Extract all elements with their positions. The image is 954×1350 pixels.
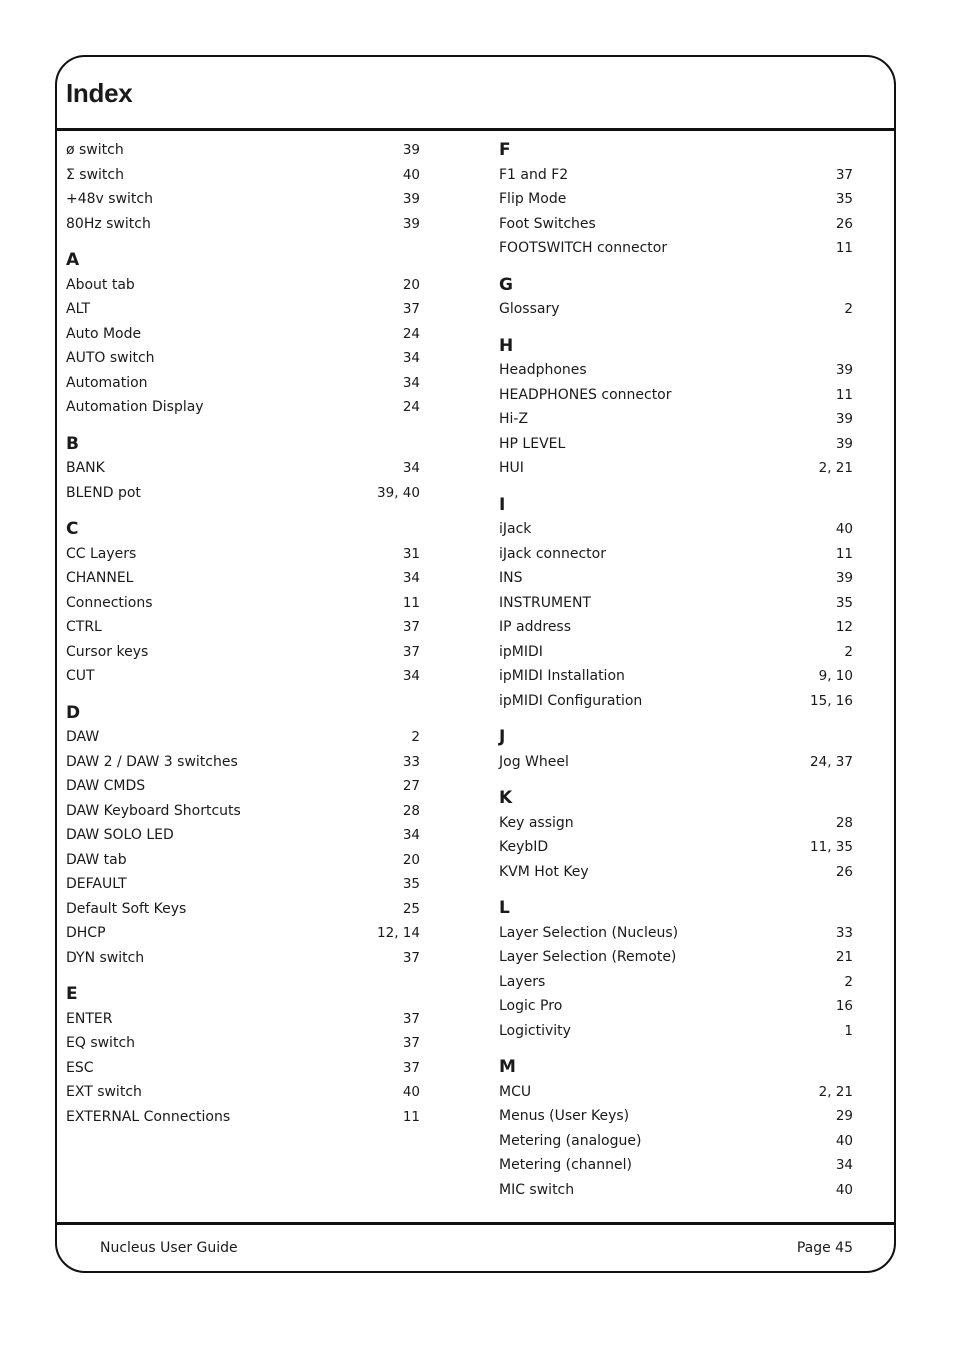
page-title: Index [66,78,133,108]
index-entry [66,395,420,420]
index-entry [66,823,420,848]
index-term: EXT switch [66,1084,142,1100]
index-entry [66,1105,420,1130]
index-page-ref: 35 [402,876,420,892]
index-entry [499,187,853,212]
index-entry [499,1080,853,1105]
index-entry [66,273,420,298]
index-term: CUT [66,668,95,684]
index-entry [499,236,853,261]
index-section [66,248,420,420]
index-term: iJack [499,521,532,537]
index-page-ref: 39, 40 [377,484,420,501]
index-page-ref: 39 [835,411,853,427]
index-section [499,786,853,884]
index-section [66,432,420,506]
section-gap [499,261,853,273]
index-entry [499,860,853,885]
index-page-ref: 37 [402,301,420,317]
index-term: Menus (User Keys) [499,1108,630,1124]
index-entry [66,481,420,506]
section-letter: E [66,984,78,1004]
index-entry [499,432,853,457]
index-entry [66,138,420,163]
index-page-ref: 11 [835,386,853,403]
index-page-ref: 26 [835,863,853,880]
index-entry [499,970,853,995]
index-page-ref: 28 [835,814,853,831]
index-page-ref: 40 [835,1132,853,1149]
index-term: DAW tab [66,851,127,868]
index-term: CC Layers [66,545,137,562]
index-page-ref: 28 [402,802,420,819]
section-gap [499,322,853,334]
index-term: ipMIDI Installation [499,668,625,684]
section-letter: B [66,433,79,454]
index-page-ref: 1 [844,1022,853,1039]
index-page-ref: 40 [402,166,420,183]
index-page-ref: 37 [402,619,420,635]
index-page-ref: 40 [835,521,853,537]
index-column-right [499,138,853,1202]
index-entry [499,566,853,591]
index-term: INS [499,570,523,586]
index-page-ref: 37 [402,1010,420,1027]
index-section [66,982,420,1129]
index-term: AUTO switch [66,350,155,366]
index-entry [499,591,853,616]
index-entry [66,946,420,971]
index-term: DAW 2 / DAW 3 switches [66,753,238,770]
index-term: Connections [66,594,153,611]
index-entry [499,994,853,1019]
index-section [66,517,420,689]
index-entry [66,212,420,237]
index-page-ref: 11 [402,1108,420,1125]
index-term: Metering (channel) [499,1157,632,1173]
index-page-ref: 34 [835,1157,853,1173]
index-entry [499,358,853,383]
index-entry [66,897,420,922]
index-page-ref: 39 [402,215,420,232]
index-section [499,725,853,774]
index-page-ref: 35 [835,594,853,611]
index-entry [66,297,420,322]
index-entry [66,1007,420,1032]
index-term: F1 and F2 [499,166,569,183]
index-page-ref: 12 [835,619,853,635]
index-term: KeybID [499,839,549,855]
index-entry [499,383,853,408]
section-letter: D [66,702,81,723]
index-section [499,138,853,261]
index-entry [499,1178,853,1203]
index-entry [499,1153,853,1178]
section-letter: A [66,250,80,270]
index-entry [499,1104,853,1129]
section-gap [66,236,420,248]
index-page-ref: 37 [402,643,420,660]
index-entry [499,664,853,689]
index-page-ref: 27 [402,778,420,794]
index-term: Σ switch [66,166,124,183]
index-page-ref: 15, 16 [810,692,853,709]
index-term: ipMIDI Configuration [499,692,643,709]
index-term: INSTRUMENT [499,594,591,611]
index-term: Flip Mode [499,191,567,207]
index-page-ref: 11 [402,594,420,611]
index-page-ref: 2, 21 [818,460,853,476]
index-term: KVM Hot Key [499,863,589,880]
index-entry [66,1080,420,1105]
index-entry [66,872,420,897]
index-page-ref: 33 [402,753,420,770]
index-page-ref: 33 [835,924,853,941]
index-term: Glossary [499,301,560,317]
index-entry [66,799,420,824]
index-term: BANK [66,460,105,476]
index-page-ref: 40 [402,1084,420,1100]
index-entry [499,163,853,188]
index-section [499,273,853,322]
index-page-ref: 37 [835,166,853,183]
index-entry [499,407,853,432]
section-gap [499,481,853,493]
index-page-ref: 34 [402,570,420,586]
index-page-ref: 2, 21 [818,1083,853,1100]
index-term: Layer Selection (Remote) [499,949,677,965]
index-page-ref: 11, 35 [810,839,853,855]
index-term: EXTERNAL Connections [66,1108,231,1125]
index-entry [66,725,420,750]
index-entry [66,1031,420,1056]
section-gap [66,689,420,701]
index-page-ref: 34 [402,374,420,391]
index-term: Logictivity [499,1022,571,1039]
section-letter: H [499,335,514,356]
index-entry [499,921,853,946]
section-gap [499,713,853,725]
index-entry [66,1056,420,1081]
index-term: Jog Wheel [499,753,569,770]
index-page-ref: 11 [835,545,853,562]
index-term: Foot Switches [499,215,596,232]
index-page-ref: 34 [402,827,420,843]
index-section [499,493,853,714]
index-page-ref: 21 [835,949,853,965]
index-page-ref: 2 [844,973,853,990]
index-term: Metering (analogue) [499,1132,642,1149]
index-entry [499,640,853,665]
index-entry [499,945,853,970]
index-section [499,1055,853,1202]
section-letter: F [499,140,511,160]
index-entry [66,750,420,775]
index-page-ref: 31 [402,545,420,562]
index-entry [499,750,853,775]
index-page-ref: 2 [844,301,853,317]
index-page-ref: 34 [402,668,420,684]
index-page-ref: 24, 37 [810,753,853,770]
index-page-ref: 16 [835,998,853,1014]
index-term: +48v switch [66,191,153,207]
index-entry [66,346,420,371]
index-term: DAW Keyboard Shortcuts [66,802,241,819]
index-entry [66,371,420,396]
index-entry [66,456,420,481]
index-term: Key assign [499,814,574,831]
index-page-ref: 39 [835,362,853,378]
section-gap [66,420,420,432]
index-page-ref: 25 [402,900,420,917]
index-term: MIC switch [499,1181,575,1198]
index-page-ref: 35 [835,191,853,207]
index-term: Logic Pro [499,998,563,1014]
index-term: CHANNEL [66,570,134,586]
header-divider [55,128,896,131]
index-term: ALT [66,301,91,317]
index-section [499,896,853,1043]
index-page-ref: 2 [411,729,420,745]
index-entry [66,921,420,946]
section-letter: G [499,274,513,295]
index-term: ø switch [66,142,124,158]
index-term: DYN switch [66,949,145,966]
index-section [66,138,420,236]
index-page-ref: 34 [402,460,420,476]
section-letter: M [499,1057,516,1077]
section-gap [499,1043,853,1055]
index-page-ref: 37 [402,1035,420,1051]
index-entry [66,322,420,347]
index-entry [66,615,420,640]
index-page-ref: 39 [402,142,420,158]
index-term: MCU [499,1083,532,1100]
index-page-ref: 39 [402,191,420,207]
index-entry [66,566,420,591]
index-term: 80Hz switch [66,215,151,232]
index-entry [499,1129,853,1154]
index-term: ESC [66,1059,94,1076]
section-letter: L [499,898,510,918]
index-term: BLEND pot [66,484,141,501]
index-term: HP LEVEL [499,435,566,452]
section-gap [499,884,853,896]
index-entry [66,848,420,873]
index-section [499,334,853,481]
index-term: Automation Display [66,399,204,415]
index-term: ipMIDI [499,643,543,660]
index-entry [499,835,853,860]
footer-page-number: Page 45 [796,1240,853,1256]
index-entry [499,1019,853,1044]
index-entry [499,811,853,836]
section-gap [499,774,853,786]
index-entry [499,297,853,322]
footer-divider [55,1222,896,1225]
section-gap [66,970,420,982]
index-term: DHCP [66,925,106,941]
index-page-ref: 24 [402,325,420,342]
index-term: ENTER [66,1010,113,1027]
section-gap [66,505,420,517]
index-page-ref: 20 [402,851,420,868]
index-entry [66,163,420,188]
index-term: DAW SOLO LED [66,827,174,843]
index-entry [499,517,853,542]
index-term: Layers [499,973,546,990]
index-page-ref: 9, 10 [818,668,853,684]
index-entry [66,591,420,616]
index-term: DAW [66,729,100,745]
index-term: IP address [499,619,572,635]
index-entry [66,640,420,665]
index-entry [499,456,853,481]
index-page-ref: 24 [402,399,420,415]
index-term: Automation [66,374,148,391]
section-letter: K [499,788,513,808]
index-term: CTRL [66,619,102,635]
section-letter: J [499,727,506,747]
index-page-ref: 37 [402,1059,420,1076]
index-term: Layer Selection (Nucleus) [499,924,679,941]
index-page-ref: 12, 14 [377,925,420,941]
index-term: FOOTSWITCH connector [499,240,668,256]
index-term: EQ switch [66,1035,136,1051]
index-page-ref: 29 [835,1108,853,1124]
index-page-ref: 11 [835,240,853,256]
index-term: Hi-Z [499,411,529,427]
index-entry [66,542,420,567]
index-term: Auto Mode [66,325,142,342]
index-entry [66,187,420,212]
index-entry [499,615,853,640]
index-term: About tab [66,276,135,293]
index-page-ref: 40 [835,1181,853,1198]
footer-document-title: Nucleus User Guide [100,1240,238,1256]
index-term: Headphones [499,362,587,378]
index-page-ref: 39 [835,435,853,452]
index-section [66,701,420,971]
index-term: iJack connector [499,545,606,562]
section-letter: I [499,494,506,515]
index-entry [66,664,420,689]
index-page-ref: 34 [402,350,420,366]
index-page-ref: 39 [835,570,853,586]
index-page-ref: 26 [835,215,853,232]
index-page-ref: 37 [402,949,420,966]
index-term: HEADPHONES connector [499,386,672,403]
index-entry [499,689,853,714]
section-letter: C [66,519,79,539]
index-page-ref: 2 [844,643,853,660]
index-column-left [66,138,420,1129]
index-page-ref: 20 [402,276,420,293]
index-term: DEFAULT [66,876,127,892]
index-term: Default Soft Keys [66,900,187,917]
index-entry [499,212,853,237]
index-term: Cursor keys [66,643,149,660]
index-term: DAW CMDS [66,778,146,794]
index-entry [499,542,853,567]
index-entry [66,774,420,799]
index-term: HUI [499,460,524,476]
